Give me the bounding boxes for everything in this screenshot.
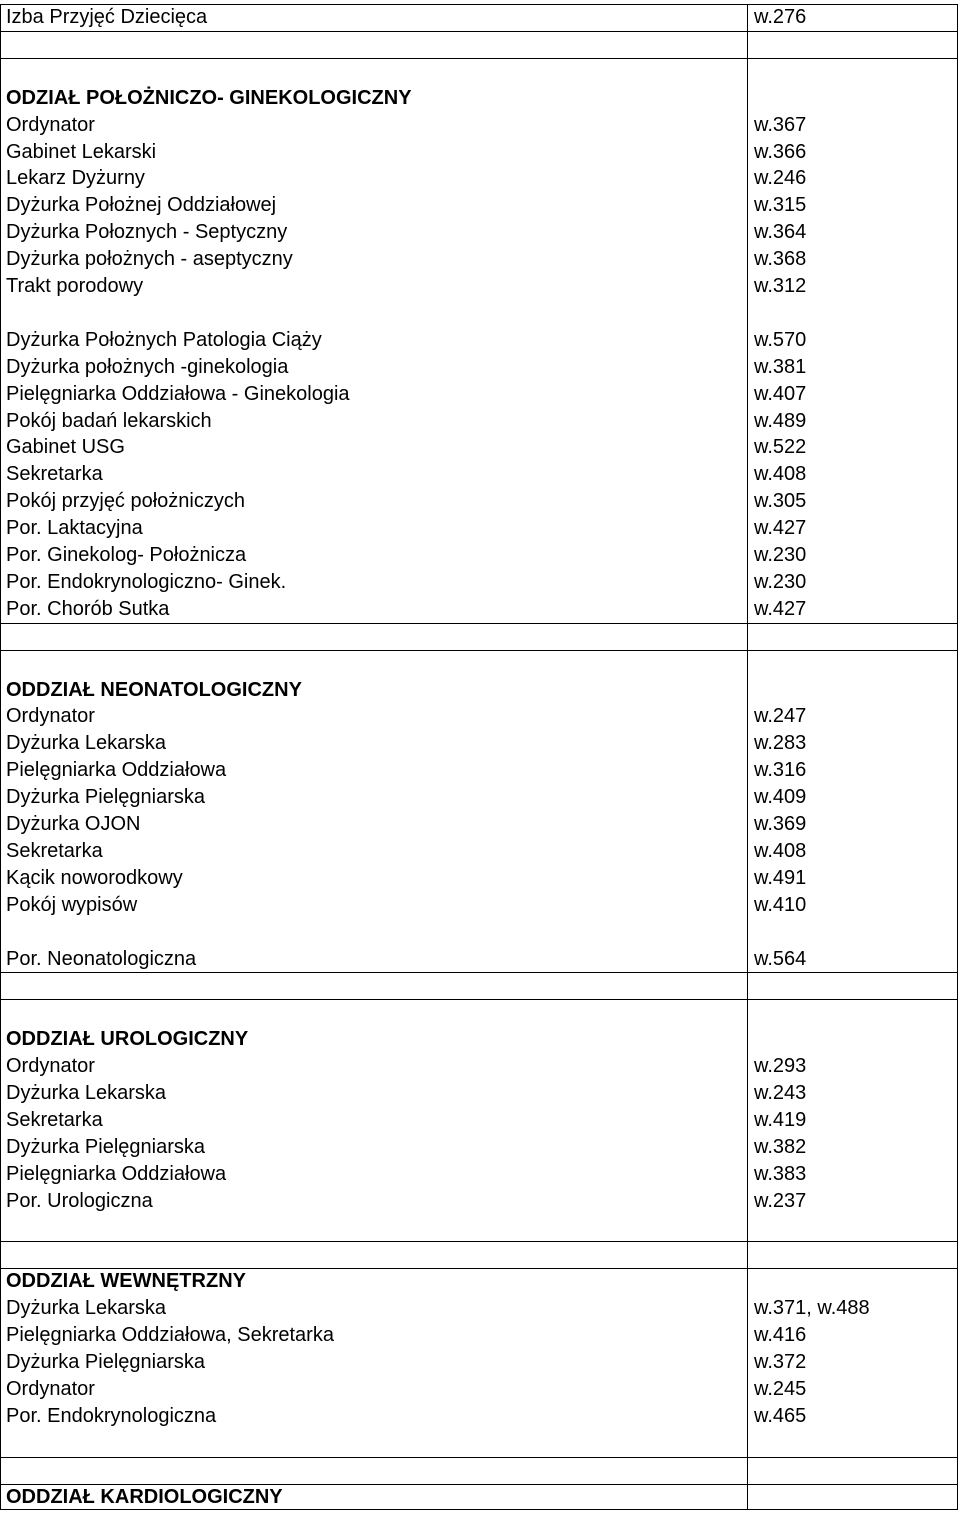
- extension-number: w.247: [754, 705, 807, 728]
- spacer-row: [0, 919, 960, 946]
- row-divider: [0, 1457, 958, 1458]
- department-name: Gabinet Lekarski: [6, 140, 157, 163]
- table-row: [0, 273, 960, 300]
- extension-number: w.381: [754, 355, 807, 378]
- extension-number: w.419: [754, 1108, 807, 1131]
- table-row: [0, 381, 960, 408]
- table-row: [0, 408, 960, 435]
- table-row: [0, 488, 960, 515]
- spacer-row: [0, 972, 960, 999]
- extension-number: w.305: [754, 490, 807, 513]
- department-name: Izba Przyjęć Dziecięca: [6, 6, 208, 28]
- department-name: Dyżurka Pielęgniarska: [6, 1351, 205, 1373]
- department-name: Por. Neonatologiczna: [6, 947, 197, 970]
- department-name: Por. Endokrynologiczno- Ginek.: [6, 570, 287, 593]
- table-row: [0, 1134, 960, 1161]
- extension-number: w.465: [754, 1404, 807, 1427]
- department-name: Pielęgniarka Oddziałowa: [6, 759, 227, 782]
- table-row: [0, 354, 960, 381]
- extension-number: w.564: [754, 947, 807, 970]
- row-divider: [0, 623, 958, 624]
- spacer-row: [0, 31, 960, 58]
- department-name: Sekretarka: [6, 463, 103, 486]
- row-divider: [0, 1241, 958, 1242]
- table-row: [0, 1080, 960, 1107]
- department-name: Pielęgniarka Oddziałowa, Sekretarka: [6, 1324, 334, 1347]
- department-name: Dyżurka Położnej Oddziałowej: [6, 194, 277, 217]
- extension-number: w.427: [754, 517, 807, 540]
- section-header-row: [0, 1026, 960, 1053]
- row-divider: [0, 650, 958, 651]
- table-row: [0, 192, 960, 219]
- spacer-row: [0, 1457, 960, 1484]
- extension-number: w.276: [754, 6, 807, 28]
- section-header-row: [0, 85, 960, 112]
- table-row: [0, 1188, 960, 1215]
- department-name: Trakt porodowy: [6, 275, 144, 297]
- department-name: Por. Ginekolog- Położnicza: [6, 544, 247, 566]
- table-row: [0, 165, 960, 192]
- extension-number: w.312: [754, 275, 807, 297]
- department-name: Dyżurka położnych - aseptyczny: [6, 248, 293, 271]
- table-border-bottom: [0, 1509, 958, 1510]
- department-name: Ordynator: [6, 705, 95, 728]
- section-title: ODDZIAŁ WEWNĘTRZNY: [6, 1270, 246, 1293]
- extension-number: w.368: [754, 248, 807, 271]
- column-divider: [747, 4, 748, 1510]
- spacer-row: [0, 1215, 960, 1242]
- department-name: Lekarz Dyżurny: [6, 167, 145, 190]
- spacer-row: [0, 999, 960, 1026]
- department-name: Dyżurka Lekarska: [6, 732, 167, 755]
- department-name: Kącik noworodkowy: [6, 866, 183, 889]
- department-name: Por. Endokrynologiczna: [6, 1404, 217, 1427]
- spacer-row: [0, 1430, 960, 1457]
- extension-number: w.283: [754, 732, 807, 755]
- table-row: [0, 327, 960, 354]
- extension-number: w.416: [754, 1324, 807, 1347]
- table-row: [0, 784, 960, 811]
- table-row: [0, 892, 960, 919]
- department-name: Dyżurka Połoznych - Septyczny: [6, 221, 288, 244]
- table-row: [0, 946, 960, 973]
- section-title: ODDZIAŁ UROLOGICZNY: [6, 1028, 249, 1051]
- table-row: [0, 219, 960, 246]
- department-name: Sekretarka: [6, 1108, 103, 1131]
- table-border-top: [0, 4, 958, 5]
- department-name: Pielęgniarka Oddziałowa: [6, 1162, 227, 1185]
- row-divider: [0, 1268, 958, 1269]
- department-name: Pielęgniarka Oddziałowa - Ginekologia: [6, 382, 350, 405]
- department-name: Por. Laktacyjna: [6, 517, 143, 540]
- department-name: Pokój wypisów: [6, 893, 138, 916]
- spacer-row: [0, 1241, 960, 1268]
- department-name: Por. Chorób Sutka: [6, 597, 170, 620]
- department-name: Dyżurka Lekarska: [6, 1297, 167, 1320]
- department-name: Por. Urologiczna: [6, 1189, 153, 1212]
- table-row: [0, 1349, 960, 1376]
- table-row: [0, 1376, 960, 1403]
- section-header-row: [0, 1484, 960, 1511]
- row-divider: [0, 31, 958, 32]
- table-row: [0, 730, 960, 757]
- table-row: [0, 569, 960, 596]
- extension-number: w.245: [754, 1377, 807, 1400]
- row-divider: [0, 1484, 958, 1485]
- department-name: Ordynator: [6, 113, 95, 136]
- table-row: [0, 1053, 960, 1080]
- extension-number: w.230: [754, 544, 807, 566]
- department-name: Dyżurka Pielęgniarska: [6, 1135, 205, 1158]
- spacer-row: [0, 650, 960, 677]
- table-border-right: [957, 4, 958, 1510]
- department-name: Sekretarka: [6, 839, 103, 862]
- extension-number: w.427: [754, 597, 807, 620]
- department-name: Pokój przyjęć położniczych: [6, 490, 245, 513]
- extension-number: w.410: [754, 893, 807, 916]
- table-row: [0, 596, 960, 623]
- table-border-left: [0, 4, 1, 1510]
- extension-number: w.246: [754, 167, 807, 190]
- extension-number: w.372: [754, 1351, 807, 1373]
- section-title: ODDZIAŁ NEONATOLOGICZNY: [6, 678, 302, 701]
- table-row: [0, 461, 960, 488]
- spacer-row: [0, 300, 960, 327]
- extension-number: w.237: [754, 1189, 807, 1212]
- extension-number: w.570: [754, 328, 807, 351]
- row-divider: [0, 972, 958, 973]
- table-row: [0, 542, 960, 569]
- section-header-row: [0, 677, 960, 704]
- table-row: [0, 865, 960, 892]
- table-row: [0, 4, 960, 31]
- extension-number: w.409: [754, 786, 807, 809]
- extension-number: w.243: [754, 1082, 807, 1104]
- extension-number: w.366: [754, 140, 807, 163]
- table-row: [0, 515, 960, 542]
- table-row: [0, 434, 960, 461]
- department-name: Pokój badań lekarskich: [6, 409, 212, 432]
- table-row: [0, 1107, 960, 1134]
- table-row: [0, 246, 960, 273]
- section-title: ODZIAŁ POŁOŻNICZO- GINEKOLOGICZNY: [6, 86, 412, 109]
- extension-number: w.230: [754, 570, 807, 593]
- table-row: [0, 112, 960, 139]
- department-name: Gabinet USG: [6, 436, 125, 459]
- extension-number: w.383: [754, 1162, 807, 1185]
- row-divider: [0, 58, 958, 59]
- department-name: Dyżurka Lekarska: [6, 1082, 167, 1104]
- spacer-row: [0, 623, 960, 650]
- extension-number: w.367: [754, 113, 807, 136]
- extension-number: w.316: [754, 759, 807, 782]
- extension-number: w.489: [754, 409, 807, 432]
- department-name: Dyżurka położnych -ginekologia: [6, 355, 289, 378]
- department-name: Dyżurka OJON: [6, 813, 141, 835]
- table-row: [0, 838, 960, 865]
- table-row: [0, 811, 960, 838]
- extension-number: w.382: [754, 1135, 807, 1158]
- extension-number: w.408: [754, 839, 807, 862]
- table-row: [0, 1295, 960, 1322]
- table-row: [0, 139, 960, 166]
- table-row: [0, 1403, 960, 1430]
- extension-number: w.293: [754, 1055, 807, 1078]
- table-row: [0, 1322, 960, 1349]
- table-row: [0, 757, 960, 784]
- extension-number: w.371, w.488: [754, 1297, 870, 1320]
- extension-number: w.369: [754, 813, 807, 835]
- row-divider: [0, 999, 958, 1000]
- department-name: Ordynator: [6, 1055, 95, 1078]
- extension-number: w.522: [754, 436, 807, 459]
- spacer-row: [0, 58, 960, 85]
- extension-number: w.407: [754, 382, 807, 405]
- table-row: [0, 703, 960, 730]
- extension-number: w.491: [754, 866, 807, 889]
- department-name: Dyżurka Pielęgniarska: [6, 786, 205, 809]
- extension-number: w.364: [754, 221, 807, 244]
- extension-number: w.315: [754, 194, 807, 217]
- table-row: [0, 1161, 960, 1188]
- section-header-row: [0, 1268, 960, 1295]
- department-name: Ordynator: [6, 1377, 95, 1400]
- department-name: Dyżurka Położnych Patologia Ciąży: [6, 328, 322, 351]
- extension-number: w.408: [754, 463, 807, 486]
- section-title: ODDZIAŁ KARDIOLOGICZNY: [6, 1485, 283, 1508]
